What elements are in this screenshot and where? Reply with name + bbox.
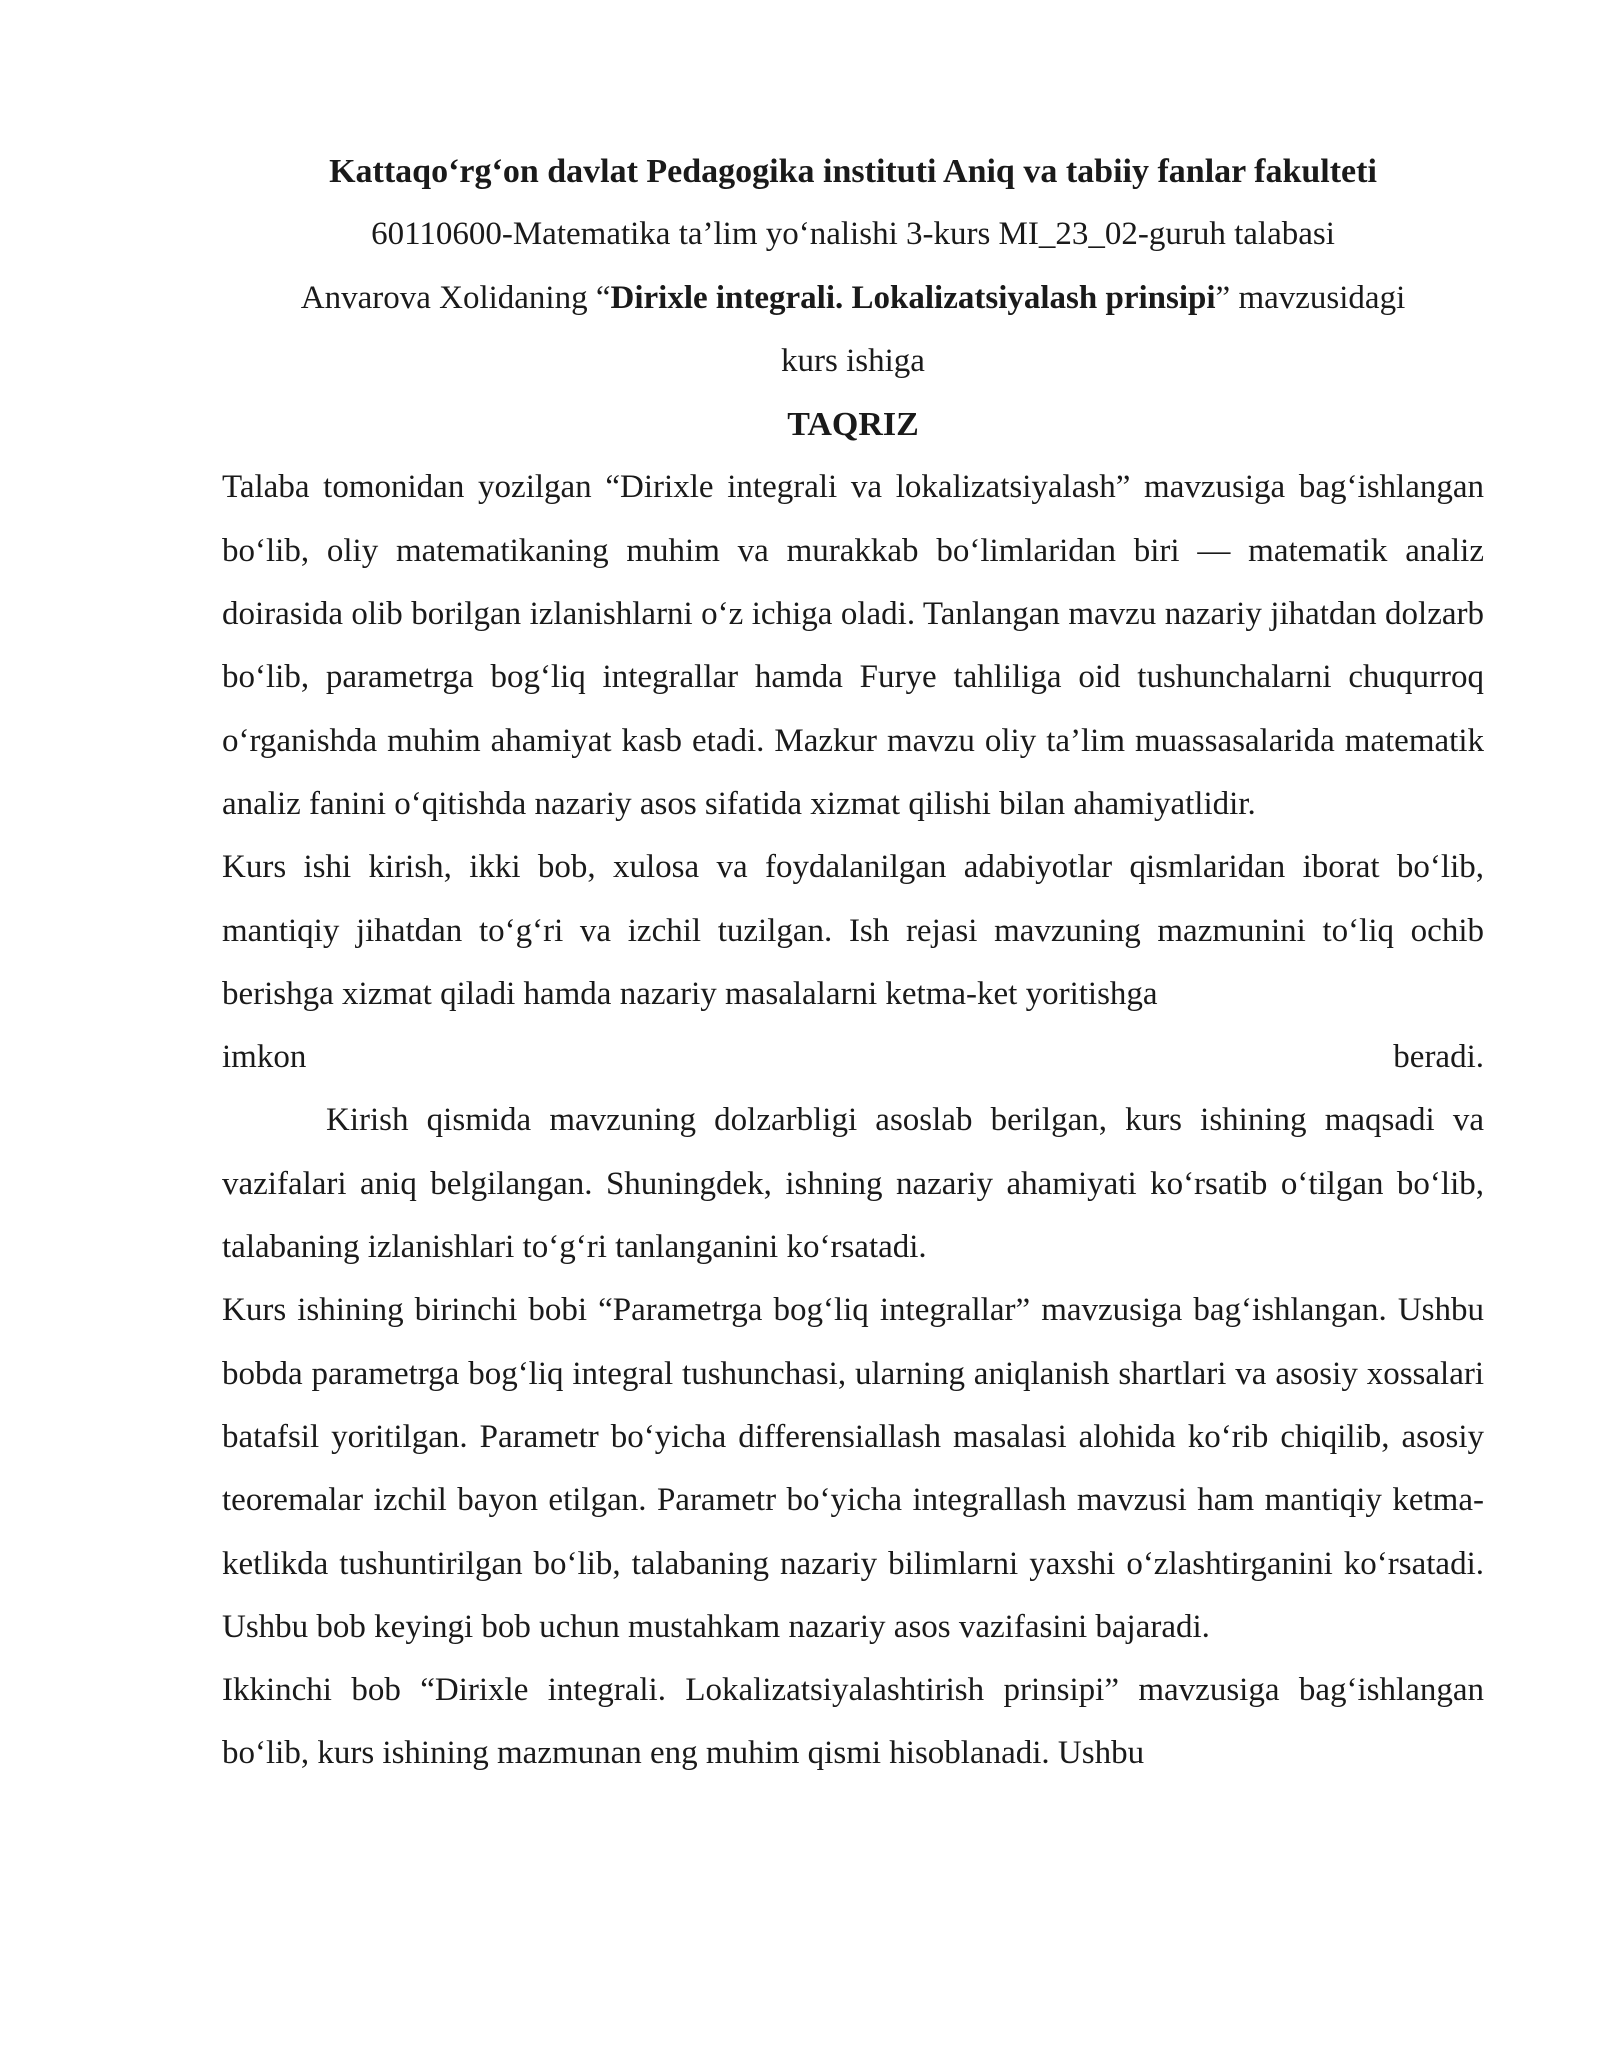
topic-title: Dirixle integrali. Lokalizatsiyalash prinsipi <box>610 279 1216 316</box>
document-page <box>222 140 1484 1786</box>
author-suffix: ” mavzusidagi <box>1215 279 1406 316</box>
paragraph-chapter-two: Ikkinchi bob “Dirixle integrali. Lokalizatsiyalashtirish prinsipi” mavzusiga bag‘ishlangan bo‘lib, kurs ishining mazmunan eng muhim qismi hisoblanadi. Ushbu <box>222 1672 1484 1772</box>
structure-last-word-left: imkon <box>222 1039 307 1076</box>
paragraph-introduction-review: Kirish qismida mavzuning dolzarbligi asoslab berilgan, kurs ishining maqsadi va vazifalari aniq belgilangan. Shuningdek, ishning nazariy ahamiyati ko‘rsatib o‘tilgan bo‘lib, talabaning izlanishlari to‘g‘ri tanlanganini ko‘rsatadi. <box>222 1102 1484 1266</box>
author-prefix: Anvarova Xolidaning “ <box>300 279 611 316</box>
structure-last-word-right: beradi. <box>1393 1039 1484 1076</box>
document-title: TAQRIZ <box>787 406 919 444</box>
program-line: 60110600-Matematika ta’lim yo‘nalishi 3-kurs MI_23_02-guruh talabasi <box>371 216 1335 253</box>
paragraph-structure: Kurs ishi kirish, ikki bob, xulosa va foydalanilgan adabiyotlar qismlaridan iborat bo‘lib, mantiqiy jihatdan to‘g‘ri va izchil tuzilgan. Ish rejasi mavzuning mazmunini to‘liq ochib berishga xizmat qiladi hamda nazariy masalalarni ketma-ket yoritishga <box>222 849 1484 1012</box>
institute-heading: Kattaqo‘rg‘on davlat Pedagogika instituti Aniq va tabiiy fanlar fakulteti <box>329 153 1377 190</box>
paragraph-structure-last-line <box>222 1026 1484 1089</box>
paragraph-chapter-one: Kurs ishining birinchi bobi “Parametrga bog‘liq integrallar” mavzusiga bag‘ishlangan. Ushbu bobda parametrga bog‘liq integral tushunchasi, ularning aniqlanish shartlari va asosiy xossalari batafsil yoritilgan. Parametr bo‘yicha differensiallash masalasi alohida ko‘rib chiqilib, asosiy teoremalar izchil bayon etilgan. Parametr bo‘yicha integrallash mavzusi ham mantiqiy ketma-ketlikda tushuntirilgan bo‘lib, talabaning nazariy bilimlarni yaxshi o‘zlashtirganini ko‘rsatadi. Ushbu bob keyingi bob uchun mustahkam nazariy asos vazifasini bajaradi. <box>222 1292 1484 1645</box>
paragraph-intro: Talaba tomonidan yozilgan “Dirixle integrali va lokalizatsiyalash” mavzusiga bag‘ishlangan bo‘lib, oliy matematikaning muhim va murakkab bo‘limlaridan biri — matematik analiz doirasida olib borilgan izlanishlarni o‘z ichiga oladi. Tanlangan mavzu nazariy jihatdan dolzarb bo‘lib, parametrga bog‘liq integrallar hamda Furye tahliliga oid tushunchalarni chuqurroq o‘rganishda muhim ahamiyat kasb etadi. Mazkur mavzu oliy ta’lim muassasalarida matematik analiz fanini o‘qitishda nazariy asos sifatida xizmat qilishi bilan ahamiyatlidir. <box>222 469 1484 822</box>
author-topic-line <box>222 267 1484 330</box>
work-type-line: kurs ishiga <box>781 342 925 379</box>
